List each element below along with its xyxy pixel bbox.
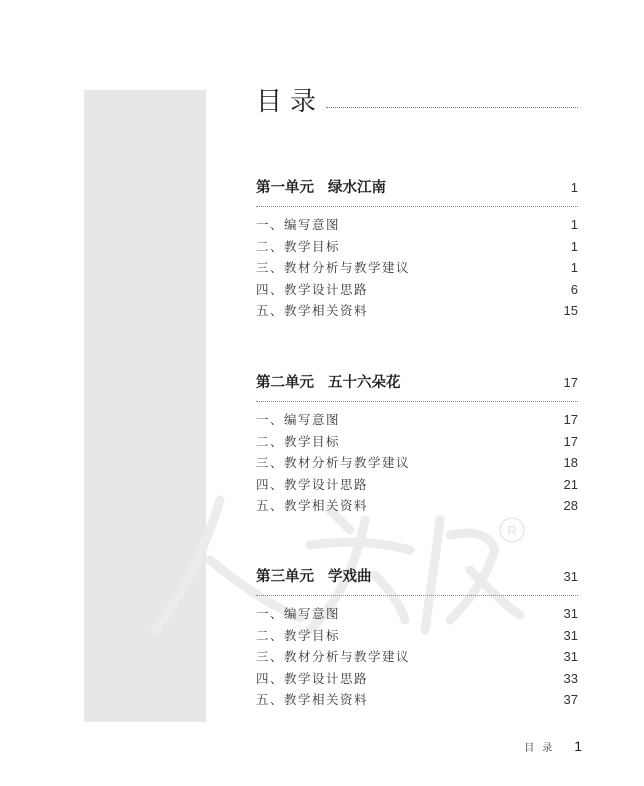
unit-name: 绿水江南 (328, 179, 386, 196)
unit-heading[interactable] (256, 371, 401, 392)
unit-dot-separator (256, 401, 578, 402)
toc-entry-page: 17 (563, 412, 578, 427)
toc-entry[interactable] (256, 626, 578, 648)
toc-entry[interactable] (256, 604, 578, 626)
toc-entry[interactable] (256, 453, 578, 475)
toc-entry[interactable] (256, 496, 578, 518)
toc-entry-title: 五、教学相关资料 (256, 303, 369, 318)
unit-page-number: 31 (563, 569, 578, 584)
toc-unit-1 (256, 176, 578, 323)
toc-entry-title: 一、编写意图 (256, 412, 341, 427)
toc-entry-page: 18 (563, 455, 578, 470)
toc-title-row (256, 82, 578, 116)
toc-unit-3 (256, 565, 578, 712)
toc-entry[interactable] (256, 647, 578, 669)
toc-entry-title: 五、教学相关资料 (256, 692, 369, 707)
toc-entry-title: 五、教学相关资料 (256, 498, 369, 513)
unit-page-number: 1 (570, 180, 578, 195)
toc-entry-title: 三、教材分析与教学建议 (256, 260, 411, 275)
toc-entry-title: 二、教学目标 (256, 627, 341, 643)
toc-entry-page: 33 (563, 670, 578, 686)
page-title: 目录 (256, 87, 325, 117)
footer-label: 目录 (524, 743, 561, 754)
unit-label: 第一单元 (256, 179, 314, 196)
toc-entry[interactable] (256, 690, 578, 712)
unit-heading[interactable] (256, 565, 372, 586)
toc-entry[interactable] (256, 280, 578, 302)
toc-entry-title: 一、编写意图 (256, 606, 341, 621)
unit-name: 学戏曲 (328, 568, 372, 585)
toc-entry[interactable] (256, 258, 578, 280)
toc-entry-title: 一、编写意图 (256, 217, 341, 232)
toc-entry-title: 四、教学设计思路 (256, 281, 369, 297)
toc-entry-page: 21 (563, 476, 578, 492)
toc-entry-page: 17 (563, 433, 578, 449)
toc-entry[interactable] (256, 432, 578, 454)
title-dot-leader (326, 107, 578, 108)
toc-entry-page: 1 (570, 260, 578, 275)
toc-entry[interactable] (256, 237, 578, 259)
unit-name: 五十六朵花 (328, 374, 401, 391)
unit-page-number: 17 (563, 375, 578, 390)
toc-entry-page: 31 (563, 627, 578, 643)
unit-dot-separator (256, 595, 578, 596)
toc-entry-page: 31 (563, 649, 578, 664)
toc-entry-page: 37 (563, 692, 578, 707)
toc-entry[interactable] (256, 301, 578, 323)
toc-entry-title: 三、教材分析与教学建议 (256, 649, 411, 664)
unit-dot-separator (256, 206, 578, 207)
toc-entry-page: 6 (570, 281, 578, 297)
toc-entry[interactable] (256, 669, 578, 691)
toc-entry-title: 四、教学设计思路 (256, 670, 369, 686)
unit-label: 第二单元 (256, 374, 314, 391)
toc-entry[interactable] (256, 475, 578, 497)
toc-entry[interactable] (256, 215, 578, 237)
unit-heading[interactable] (256, 176, 386, 197)
footer-page-number: 1 (574, 738, 582, 754)
page-footer (524, 738, 582, 754)
toc-entry-title: 二、教学目标 (256, 433, 341, 449)
toc-entry-title: 三、教材分析与教学建议 (256, 455, 411, 470)
toc-entry-page: 28 (563, 498, 578, 513)
registered-mark: R (507, 523, 517, 538)
toc-entry-page: 1 (570, 238, 578, 254)
toc-entry-title: 二、教学目标 (256, 238, 341, 254)
toc-entry-page: 31 (563, 606, 578, 621)
toc-entry-page: 1 (570, 217, 578, 232)
toc-entry-title: 四、教学设计思路 (256, 476, 369, 492)
toc-unit-2 (256, 371, 578, 518)
toc-entry-page: 15 (563, 303, 578, 318)
toc-entry[interactable] (256, 410, 578, 432)
unit-label: 第三单元 (256, 568, 314, 585)
